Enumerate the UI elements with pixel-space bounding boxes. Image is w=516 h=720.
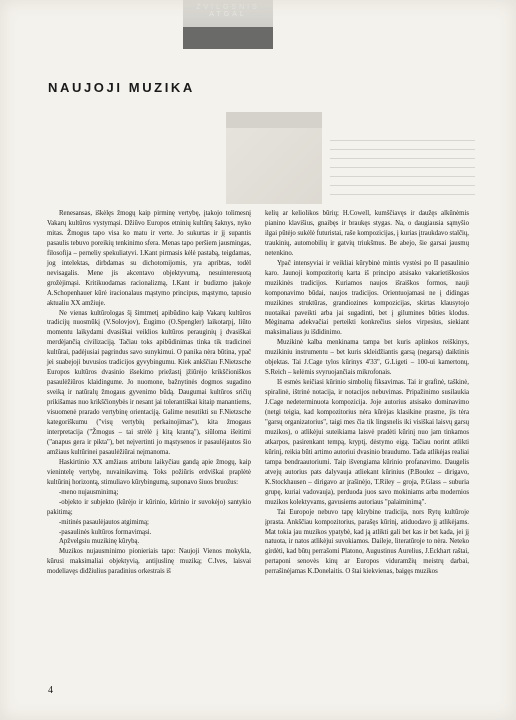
list-item: -mitinės pasaulėjautos atgimimą; bbox=[59, 518, 149, 526]
paragraph: Ypač intensyviai ir veikliai kūrybinė mintis vystėsi po II pasaulinio karo. Jaunoji kompozitorių karta iš principo atsisako vakarietiškosios muzikinės tradicijos. Kuriamos naujos išraiškos formos, nauji komponavimo būdai, naujos tradicijos. Orientuojamasi ne į didingas muzikines struktūras, grandiozines kompozicijas, skirtas klausytojo nuotaikai paveikti arba jai sugadinti, bet į gilumines būties klodus. Mėginama adekvačiai perteikti konkrečius sielos virpesius, siekiant maksimaliaus ju išdidinimo. bbox=[265, 259, 469, 337]
list-item: -meno nujausminimą; bbox=[59, 488, 119, 496]
header-block bbox=[183, 27, 273, 49]
paragraph: kelių ar keliolikos būrių; H.Cowell, kumščiavęs ir daužęs alkūnėmis pianino klavišius, gnaibęs ir braukęs stygas. Na, o daugiausia sąmyšio ilgai pūtėjo sukėlė futuristai, raše kompozicijas, į kurias įtraukdavo stalčių, traukinių, automobilių ir gatvių triukšmus. Be abejo, šie garsai jausmų netenkino. bbox=[265, 210, 469, 257]
paragraph: Ne vienas kultūrologas šį šimtmetį apibūdino kaip Vakarų kultūros tradicijų nuosmūkį (V.Solovjov), Ėugimo (O.Spengler) laikotarpį, liūto momentu laikydami dvasiškai veiklios kultūros perauginių į dvasiškai merdėjančią civilizaciją. Tačiau toks apibūdinimas tinka tik tradicinei kultūrai, padėjusiai pagrindus savo sunykimui. O panika nėra būtina, ypač jei suabejoji buvusios tradicijos gyvybingumu. Kiek ankščiau F.Nietzsche Europos kultūros dvasinio išsekimo priežastį įžiūrėjo krikščioniškos pasaulėžiūros klaidingume. Jo nuomone, bažnytinės dogmos sugadino sveiką ir natūralų žmogaus gyvenimo būdą. Daugumai kultūros sričių prikišamas nuo krikščionybės ir nesant jai tolerantiškai kitaip manantiems, visuomenė prarado vertybinę orientaciją. Galime nesutikti su F.Nietzsche kategoriškumu ("visų vertybių perkainojimas"), kita žmogaus interpretacija ("Žmogus – tai strėlė į kitą krantą"), siūloma išeitimi ("anapus gera ir pikta"), bet neįvertinti jo mąstysenos ir pasaulėjautos šio amžiaus kultūrinei pasaulėžiūrai neįmanoma. bbox=[47, 309, 251, 456]
section-label: ŽVILGSNIS ATGAL bbox=[196, 4, 260, 18]
paragraph: Muzikinė kalba menkinama tampa bet kuris aplinkos reiškinys, muzikiniu instrumentu – bet kuris skleidžiantis garsą (negarsą) daiktinis objektas. Tai J.Cage tylos kūrinys 4'33", G.Ligeti – 100-ui kamertonų, S.Reich – kelėmis svyruojančiais mikrofonais. bbox=[265, 339, 469, 377]
right-column bbox=[265, 209, 469, 577]
left-column bbox=[47, 209, 251, 577]
paragraph: Tai Europoje nebuvo tapę kūrybine tradicija, nors Rytų kultūroje įprasta. Ankščiau kompozitorius, parašęs kūrinį, atiduodavo jį atlikėjams. Mat tokia jau muzikos ypatybė, kad ją atlikti gali bet kas ir bet kada, jei jį natuota, ir natos atlikėjui suvokiamos. Daileje, literatūroje to nėra. Neteko girdėti, kad būtų perrašomi Platono, Augustinus Aurelius, J.Eckhart raštai, pertaponi senovės kinų ar Europos viduramžių meistrų darbai, perrašinėjamas K.Donelaitis. O štai kiekvienas, baigęs muzikos bbox=[265, 508, 469, 576]
paragraph: Haskirtinio XX amžiaus atributu laikyčiau gandą apie žmogų, kaip vienintelę vertybę, nuvainikavimą. Toks požiūris erdviškai praplėtė kultūrinį horizontą, stimuliavo kūrybingumą, suponavo šiuos bruožus: bbox=[47, 458, 251, 486]
show-through-image bbox=[226, 128, 322, 204]
page-number: 4 bbox=[48, 685, 53, 696]
list-item: -objekto ir subjekto (kūrėjo ir kūrinio, kūrinio ir suvokėjo) santykio pakitimą; bbox=[47, 498, 251, 516]
list-item: Apžvelgsiu muzikinę kūrybą. bbox=[59, 538, 140, 546]
paragraph: Renesansas, iškėlęs žmogų kaip pirminę vertybę, įtakojo tolimesnį Vakarų kultūros vystymąsi. Džiūvo Europos etninių kultūrų šaknys, nyko mitas. Žmogus tapo visa ko matu ir verte. Jo sukurtas ir jį supantis pasaulis tebuvo poreikių tenkinimo sfera. Menas tapo peršiem jausmingas, filosofija – perneliy spekuliatyvi. I.Kant pirmasis kėlė pastabą, teigdamas, jog intelektas, dirbdamas su dichotomijomis, yra apribtas, todėl nevisagalis. Mene jis akcentavo objektyvumą, nesuinteresuotą grožėjimąsi. Kritikuodamas racionalizmą, I.Kant ir budizmo įtakoje A.Schopenhauer kūrė iracionalaus mąstymo principus, mąstymo, tapusio aktualiu XX amžiuje. bbox=[47, 210, 251, 307]
paragraph: Iš esmės keičiasi kūrinio simbolių fiksavimas. Tai ir grafinė, taškinė, spiralinė, ištrinė notacija, ir notacijos nebuvimas. Pripažinimo susilaukia J.Cage nedeterminuota kompozicija. Joje autorius atsisako dominavimo (netgi teigia, kad kompozitorius nėra kūrėjas klasikine prasme, jis tėra "garsų organizatorius", taigi mes čia tik lingsnelis iki visiškai laisvų garsų muzikos), o atlikėjui suteikiama laisvė pradėti kūrinį nuo jam tinkamos atkarpos, pasirenkant tempą, kryptį, dėstymo eigą. Tačiau norint atlikti kūrinį, reikia būti artimo autoriui dvasinio braudumo. Tada atlikėjas realiai tampa bendraautoriumi. Taip išvengiama kūrinio profanavimo. Daugelis atvejų autorius pats dalyvauja atliekant kūrinius (P.Boulez – dirigavo, K.Stockhausen – dirigavo ar įrašinėjo, T.Riley – groja, P.Glass – suburia grupę, kuriai vadovauja), perduoda juos savo mokiniams arba modernios muzikos kolektyvams, gavusiems autoriaus "palaiminimą". bbox=[265, 379, 469, 506]
show-through-image-band bbox=[226, 112, 322, 128]
header-band bbox=[183, 0, 273, 27]
paragraph: Muzikos nujausminimo pionieriais tapo: Naujoji Vienos mokykla, kūrusi maksimaliai objektyvią, antijuslinę muziką; C.Ives, laisvai modeliavęs didžiulius paradinius orkestrais iš bbox=[47, 548, 251, 576]
list-item: -pasaulinės kultūros formavimąsi. bbox=[59, 528, 152, 536]
article-title: NAUJOJI MUZIKA bbox=[48, 80, 195, 95]
show-through-text bbox=[330, 140, 475, 206]
